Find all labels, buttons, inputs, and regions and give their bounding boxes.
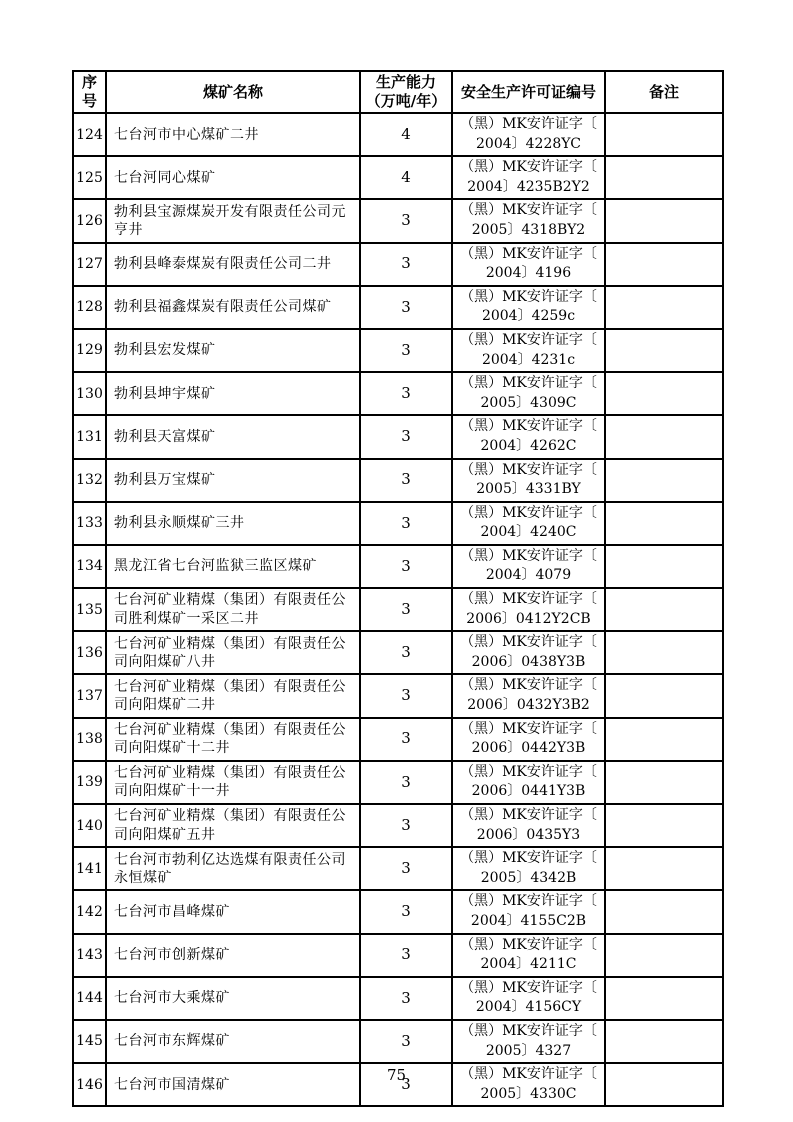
table-row xyxy=(73,502,723,545)
row-index: 132 xyxy=(73,459,106,502)
license-number: （黑）MK安许证字〔 2004〕4196 xyxy=(452,243,605,286)
capacity-value: 3 xyxy=(360,545,452,588)
table-row xyxy=(73,631,723,674)
mine-name: 七台河市勃利亿达选煤有限责任公司永恒煤矿 xyxy=(106,847,360,890)
remark-value xyxy=(605,243,723,286)
header-remark xyxy=(605,71,723,113)
capacity-value: 3 xyxy=(360,934,452,977)
mine-name: 七台河同心煤矿 xyxy=(106,156,360,199)
license-number: （黑）MK安许证字〔 2004〕4262C xyxy=(452,415,605,458)
table-row xyxy=(73,286,723,329)
capacity-value: 3 xyxy=(360,674,452,717)
license-number: （黑）MK安许证字〔 2004〕4156CY xyxy=(452,977,605,1020)
capacity-value: 3 xyxy=(360,243,452,286)
remark-value xyxy=(605,156,723,199)
mine-name: 七台河市昌峰煤矿 xyxy=(106,890,360,933)
row-index: 146 xyxy=(73,1063,106,1106)
table-row xyxy=(73,804,723,847)
table-row xyxy=(73,372,723,415)
header-capacity-line2: （万吨/年） xyxy=(365,92,447,110)
mine-name: 七台河矿业精煤（集团）有限责任公司向阳煤矿十二井 xyxy=(106,718,360,761)
mine-name: 七台河矿业精煤（集团）有限责任公司向阳煤矿十一井 xyxy=(106,761,360,804)
table-row xyxy=(73,588,723,631)
row-index: 143 xyxy=(73,934,106,977)
table-row xyxy=(73,890,723,933)
capacity-value: 3 xyxy=(360,1020,452,1063)
row-index: 141 xyxy=(73,847,106,890)
mine-name: 勃利县福鑫煤炭有限责任公司煤矿 xyxy=(106,286,360,329)
table-row xyxy=(73,977,723,1020)
remark-value xyxy=(605,545,723,588)
table-row xyxy=(73,761,723,804)
row-index: 130 xyxy=(73,372,106,415)
coal-mine-license-table xyxy=(72,70,724,1107)
remark-value xyxy=(605,286,723,329)
mine-name: 七台河市大乘煤矿 xyxy=(106,977,360,1020)
capacity-value: 3 xyxy=(360,372,452,415)
mine-name: 七台河市东辉煤矿 xyxy=(106,1020,360,1063)
row-index: 136 xyxy=(73,631,106,674)
license-number: （黑）MK安许证字〔 2005〕4309C xyxy=(452,372,605,415)
table-row xyxy=(73,329,723,372)
license-number: （黑）MK安许证字〔 2006〕0441Y3B xyxy=(452,761,605,804)
remark-value xyxy=(605,1020,723,1063)
header-row xyxy=(73,71,723,113)
table-row xyxy=(73,934,723,977)
row-index: 142 xyxy=(73,890,106,933)
header-remark-label: 备注 xyxy=(648,82,679,101)
remark-value xyxy=(605,890,723,933)
capacity-value: 3 xyxy=(360,199,452,242)
table-row xyxy=(73,847,723,890)
license-number: （黑）MK安许证字〔 2004〕4235B2Y2 xyxy=(452,156,605,199)
capacity-value: 3 xyxy=(360,847,452,890)
row-index: 133 xyxy=(73,502,106,545)
mine-name: 七台河市中心煤矿二井 xyxy=(106,113,360,156)
remark-value xyxy=(605,459,723,502)
table-row xyxy=(73,113,723,156)
row-index: 139 xyxy=(73,761,106,804)
table-row xyxy=(73,674,723,717)
license-number: （黑）MK安许证字〔 2004〕4155C2B xyxy=(452,890,605,933)
remark-value xyxy=(605,588,723,631)
license-number: （黑）MK安许证字〔 2006〕0435Y3 xyxy=(452,804,605,847)
row-index: 145 xyxy=(73,1020,106,1063)
remark-value xyxy=(605,113,723,156)
capacity-value: 4 xyxy=(360,156,452,199)
header-license xyxy=(452,71,605,113)
capacity-value: 3 xyxy=(360,588,452,631)
row-index: 128 xyxy=(73,286,106,329)
license-number: （黑）MK安许证字〔 2005〕4331BY xyxy=(452,459,605,502)
remark-value xyxy=(605,415,723,458)
row-index: 129 xyxy=(73,329,106,372)
license-number: （黑）MK安许证字〔 2004〕4231c xyxy=(452,329,605,372)
row-index: 126 xyxy=(73,199,106,242)
mine-name: 七台河矿业精煤（集团）有限责任公司向阳煤矿五井 xyxy=(106,804,360,847)
mine-name: 七台河矿业精煤（集团）有限责任公司胜利煤矿一采区二井 xyxy=(106,588,360,631)
table-body xyxy=(73,113,723,1106)
license-number: （黑）MK安许证字〔 2006〕0438Y3B xyxy=(452,631,605,674)
row-index: 135 xyxy=(73,588,106,631)
license-number: （黑）MK安许证字〔 2006〕0432Y3B2 xyxy=(452,674,605,717)
row-index: 134 xyxy=(73,545,106,588)
capacity-value: 3 xyxy=(360,415,452,458)
table-row xyxy=(73,545,723,588)
table-header xyxy=(73,71,723,113)
header-capacity xyxy=(360,71,452,113)
license-number: （黑）MK安许证字〔 2005〕4318BY2 xyxy=(452,199,605,242)
license-number: （黑）MK安许证字〔 2004〕4228YC xyxy=(452,113,605,156)
remark-value xyxy=(605,329,723,372)
license-number: （黑）MK安许证字〔 2004〕4259c xyxy=(452,286,605,329)
remark-value xyxy=(605,977,723,1020)
capacity-value: 3 xyxy=(360,890,452,933)
row-index: 137 xyxy=(73,674,106,717)
table-row xyxy=(73,459,723,502)
row-index: 124 xyxy=(73,113,106,156)
table-row xyxy=(73,156,723,199)
license-number: （黑）MK安许证字〔 2004〕4211C xyxy=(452,934,605,977)
mine-name: 勃利县坤宇煤矿 xyxy=(106,372,360,415)
mine-name: 七台河矿业精煤（集团）有限责任公司向阳煤矿二井 xyxy=(106,674,360,717)
row-index: 138 xyxy=(73,718,106,761)
header-capacity-line1: 生产能力 xyxy=(375,73,436,92)
capacity-value: 3 xyxy=(360,329,452,372)
row-index: 144 xyxy=(73,977,106,1020)
capacity-value: 3 xyxy=(360,286,452,329)
capacity-value: 3 xyxy=(360,1063,452,1106)
table-row xyxy=(73,718,723,761)
header-mine-name xyxy=(106,71,360,113)
remark-value xyxy=(605,631,723,674)
row-index: 125 xyxy=(73,156,106,199)
capacity-value: 3 xyxy=(360,459,452,502)
table-row xyxy=(73,199,723,242)
mine-name: 黑龙江省七台河监狱三监区煤矿 xyxy=(106,545,360,588)
mine-name: 勃利县永顺煤矿三井 xyxy=(106,502,360,545)
mine-name: 勃利县宝源煤炭开发有限责任公司元亨井 xyxy=(106,199,360,242)
capacity-value: 3 xyxy=(360,804,452,847)
remark-value xyxy=(605,934,723,977)
capacity-value: 3 xyxy=(360,761,452,804)
mine-name: 七台河矿业精煤（集团）有限责任公司向阳煤矿八井 xyxy=(106,631,360,674)
row-index: 140 xyxy=(73,804,106,847)
header-index xyxy=(73,71,106,113)
row-index: 131 xyxy=(73,415,106,458)
header-index-label: 序号 xyxy=(81,73,97,110)
license-number: （黑）MK安许证字〔 2004〕4079 xyxy=(452,545,605,588)
table-row xyxy=(73,1020,723,1063)
capacity-value: 3 xyxy=(360,718,452,761)
table-row xyxy=(73,415,723,458)
license-number: （黑）MK安许证字〔 2005〕4342B xyxy=(452,847,605,890)
header-license-label: 安全生产许可证编号 xyxy=(460,82,596,101)
remark-value xyxy=(605,674,723,717)
row-index: 127 xyxy=(73,243,106,286)
mine-name: 勃利县宏发煤矿 xyxy=(106,329,360,372)
remark-value xyxy=(605,718,723,761)
license-number: （黑）MK安许证字〔 2005〕4330C xyxy=(452,1063,605,1106)
remark-value xyxy=(605,502,723,545)
mine-name: 七台河市创新煤矿 xyxy=(106,934,360,977)
license-number: （黑）MK安许证字〔 2006〕0412Y2CB xyxy=(452,588,605,631)
mine-name: 勃利县峰泰煤炭有限责任公司二井 xyxy=(106,243,360,286)
table-row xyxy=(73,243,723,286)
remark-value xyxy=(605,372,723,415)
mine-name: 勃利县万宝煤矿 xyxy=(106,459,360,502)
remark-value xyxy=(605,199,723,242)
header-mine-name-label: 煤矿名称 xyxy=(202,82,263,101)
capacity-value: 3 xyxy=(360,631,452,674)
page-number: 75 xyxy=(386,1066,407,1084)
license-number: （黑）MK安许证字〔 2004〕4240C xyxy=(452,502,605,545)
remark-value xyxy=(605,761,723,804)
license-number: （黑）MK安许证字〔 2005〕4327 xyxy=(452,1020,605,1063)
capacity-value: 4 xyxy=(360,113,452,156)
mine-name: 勃利县天富煤矿 xyxy=(106,415,360,458)
remark-value xyxy=(605,804,723,847)
mine-name: 七台河市国清煤矿 xyxy=(106,1063,360,1106)
license-number: （黑）MK安许证字〔 2006〕0442Y3B xyxy=(452,718,605,761)
capacity-value: 3 xyxy=(360,977,452,1020)
capacity-value: 3 xyxy=(360,502,452,545)
remark-value xyxy=(605,847,723,890)
